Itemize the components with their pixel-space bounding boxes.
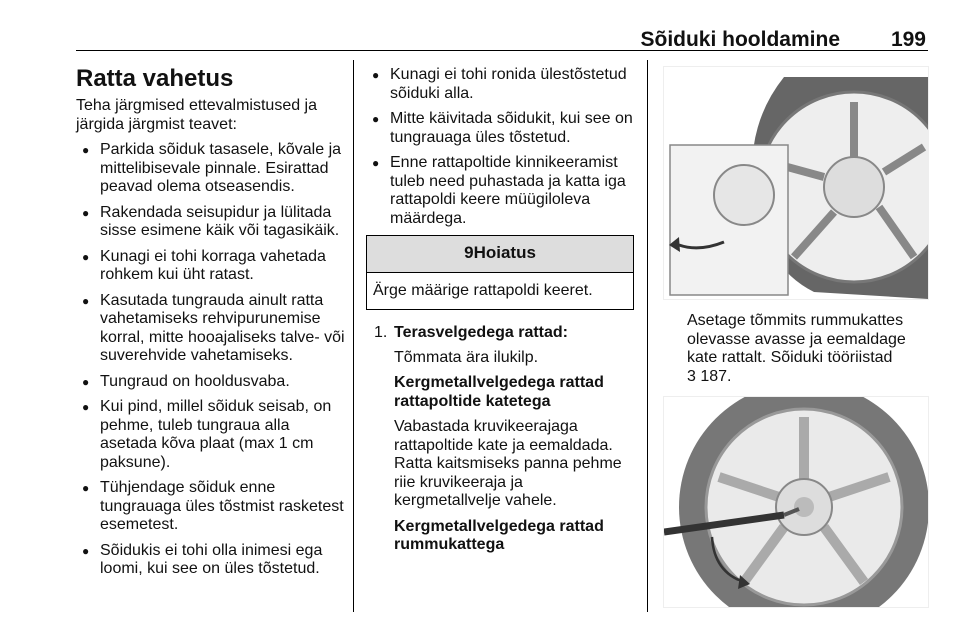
bullet-list <box>76 141 346 579</box>
column-3 <box>663 66 927 608</box>
column-1 <box>76 66 346 586</box>
figure-caption: Asetage tõmmits rummukattes olevasse avasse ja eemaldage kate rattalt. Sõiduki tööriistad 3 187. <box>687 312 906 385</box>
list-item: ● Kunagi ei tohi ronida ülestõstetud sõiduki alla. <box>366 66 634 103</box>
warning-icon: 9 <box>464 243 474 262</box>
list-item: ● Kunagi ei tohi korraga vahetada rohkem kui üht ratast. <box>76 248 346 285</box>
warning-header <box>367 236 633 273</box>
list-item: ● Kasutada tungrauda ainult ratta vahetamiseks rehvipurunemise korral, mitte hooajaliseks talve- või suverehvide vahetamiseks. <box>76 292 346 366</box>
step-title: Terasvelgedega rattad: <box>394 324 568 341</box>
step-1-body <box>366 349 634 555</box>
list-item: ● Tungraud on hooldusvaba. <box>76 373 346 392</box>
list-item: ● Rakendada seisupidur ja lülitada sisse esimene käik või tagasikäik. <box>76 204 346 241</box>
wheel-illustration-2 <box>663 396 929 608</box>
column-divider <box>647 60 648 612</box>
warning-title: Hoiatus <box>473 243 536 262</box>
list-item: ● Tühjendage sõiduk enne tungrauaga üles tõstmist rasketest esemetest. <box>76 479 346 535</box>
bullet-list <box>366 66 634 228</box>
step-number: 1. <box>374 324 388 341</box>
subheading: Kergmetallvelgedega rattad rattapoltide katetega <box>394 374 604 410</box>
section-title: Sõiduki hooldamine <box>640 28 840 51</box>
page-header <box>76 28 928 51</box>
warning-text: Ärge määrige rattapoldi keeret. <box>373 281 593 299</box>
page-number: 199 <box>890 28 926 51</box>
list-item: ● Enne rattapoltide kinnikeeramist tuleb need puhastada ja katta iga rattapoldi keere müügiloleva määrdega. <box>366 154 634 228</box>
wheel-illustration-1 <box>663 66 929 300</box>
subheading: Kergmetallvelgedega rattad rummukattega <box>394 517 604 553</box>
step-1 <box>366 324 634 343</box>
list-item: ● Kui pind, millel sõiduk seisab, on pehme, tuleb tungraua alla asetada kõva plaat (max 1 cm paksune). <box>76 398 346 472</box>
column-divider <box>353 60 354 612</box>
list-item: ● Sõidukis ei tohi olla inimesi ega loomi, kui see on üles tõstetud. <box>76 542 346 579</box>
section-heading: Ratta vahetus <box>76 65 234 92</box>
paragraph: Vabastada kruvikeerajaga rattapoltide kate ja eemaldada. Ratta kaitsmiseks panna pehme riie kruvikeeraja ja kergmetallvelje vahele. <box>394 418 622 509</box>
warning-box <box>366 235 634 310</box>
column-2 <box>366 66 634 562</box>
list-item: ● Parkida sõiduk tasasele, kõvale ja mittelibisevale pinnale. Esirattad peavad olema otseasendis. <box>76 141 346 197</box>
intro-text: Teha järgmised ettevalmistused ja järgida järgmist teavet: <box>76 97 318 133</box>
list-item: ● Mitte käivitada sõidukit, kui see on tungrauaga üles tõstetud. <box>366 110 634 147</box>
step-text: Tõmmata ära ilukilp. <box>394 348 539 366</box>
page-reference: 3 187. <box>687 367 732 385</box>
